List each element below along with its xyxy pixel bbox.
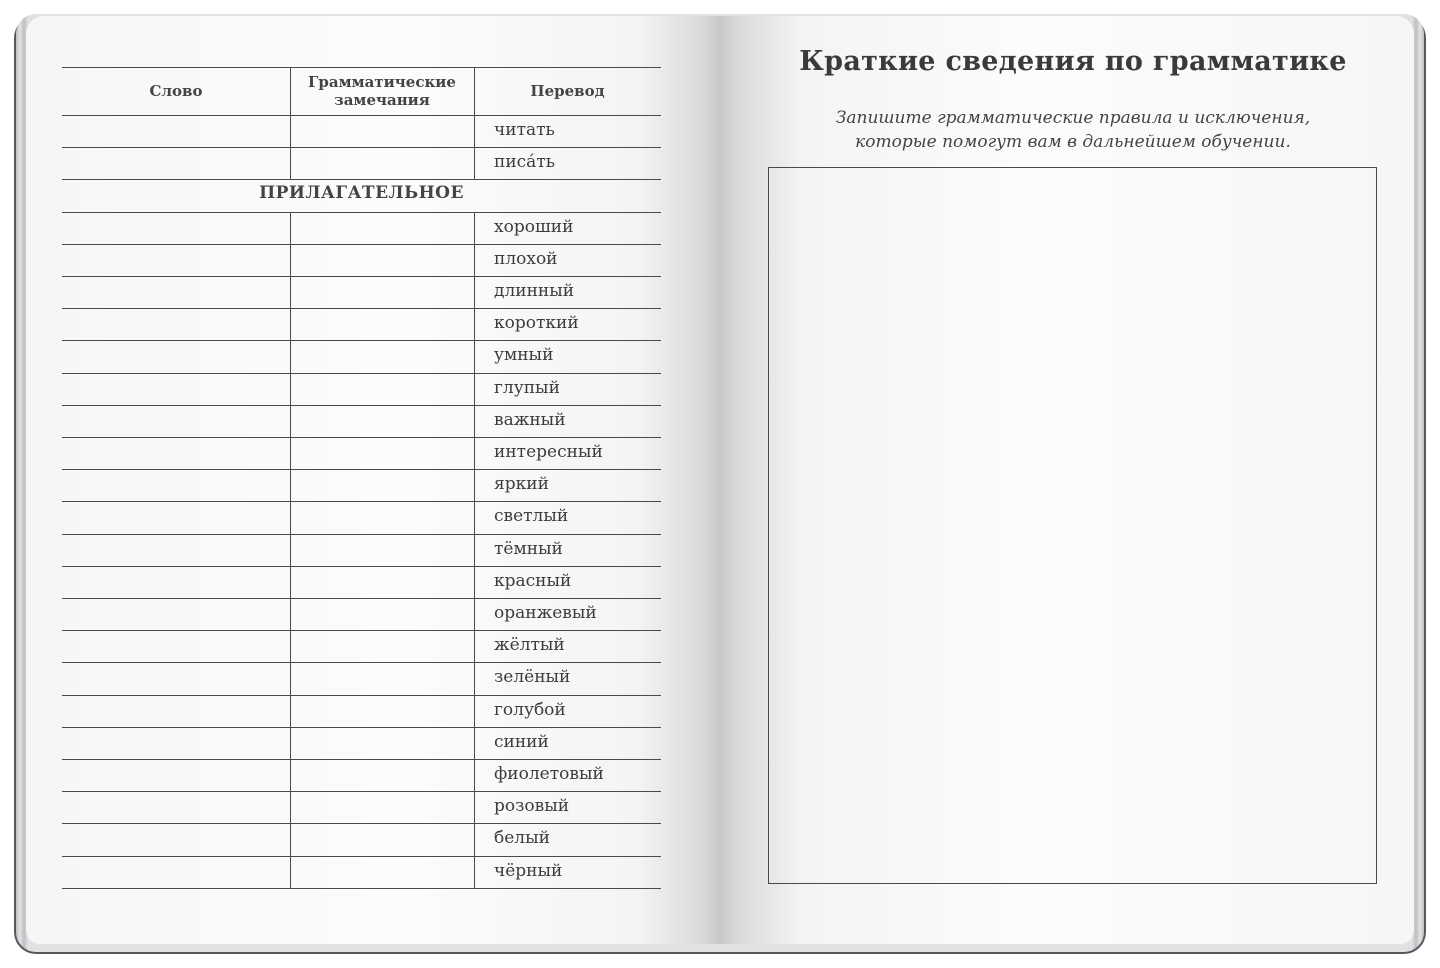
row-rule [62, 340, 661, 341]
translation-cell: плохой [494, 248, 558, 269]
row-rule [62, 662, 661, 663]
translation-cell: важный [494, 409, 566, 430]
translation-cell: синий [494, 731, 549, 752]
column-header-word: Слово [149, 82, 203, 100]
row-rule [62, 276, 661, 277]
row-rule [62, 469, 661, 470]
translation-cell: глупый [494, 377, 560, 398]
row-rule [62, 373, 661, 374]
table-top-rule [62, 67, 661, 68]
translation-cell: красный [494, 570, 572, 591]
translation-cell: читать [494, 120, 555, 140]
row-rule [62, 147, 661, 148]
row-rule [62, 856, 661, 857]
row-rule [62, 405, 661, 406]
page-title: Краткие сведения по грамматике [799, 46, 1347, 77]
translation-cell: яркий [494, 474, 549, 495]
row-rule [62, 308, 661, 309]
column-header-grammar-notes: Грамматические замечания [308, 73, 456, 109]
column-header-translation: Перевод [530, 82, 605, 100]
row-rule [62, 179, 661, 180]
translation-cell: тёмный [494, 538, 563, 559]
row-rule [62, 695, 661, 696]
translation-cell: писа́ть [494, 152, 555, 173]
section-title-adjective: ПРИЛАГАТЕЛЬНОЕ [259, 183, 464, 204]
row-rule [62, 212, 661, 213]
row-rule [62, 566, 661, 567]
translation-cell: белый [494, 828, 550, 849]
translation-cell: чёрный [494, 860, 563, 881]
header-bottom-rule [62, 115, 661, 116]
translation-cell: светлый [494, 506, 569, 527]
translation-cell: оранжевый [494, 603, 597, 623]
translation-cell: короткий [494, 313, 579, 334]
translation-cell: жёлтый [494, 635, 565, 656]
translation-cell: фиолетовый [494, 764, 604, 784]
translation-cell: длинный [494, 281, 575, 301]
translation-cell: хороший [494, 216, 574, 237]
row-rule [62, 630, 661, 631]
translation-cell: розовый [494, 796, 570, 817]
row-rule [62, 534, 661, 535]
column-divider [474, 212, 475, 888]
translation-cell: голубой [494, 699, 566, 720]
subtitle-line-1: Запишите грамматические правила и исключения, [835, 108, 1311, 128]
row-rule [62, 244, 661, 245]
column-divider [290, 67, 291, 179]
left-page [26, 16, 720, 944]
translation-cell: умный [494, 345, 554, 366]
translation-cell: интересный [494, 442, 603, 462]
row-rule [62, 888, 661, 889]
row-rule [62, 501, 661, 502]
row-rule [62, 791, 661, 792]
row-rule [62, 759, 661, 760]
translation-cell: зелёный [494, 667, 571, 688]
column-divider [474, 67, 475, 179]
subtitle-line-2: которые помогут вам в дальнейшем обучении. [855, 132, 1291, 152]
row-rule [62, 437, 661, 438]
row-rule [62, 727, 661, 728]
column-divider [290, 212, 291, 888]
row-rule [62, 823, 661, 824]
notes-box[interactable] [768, 167, 1377, 884]
row-rule [62, 598, 661, 599]
